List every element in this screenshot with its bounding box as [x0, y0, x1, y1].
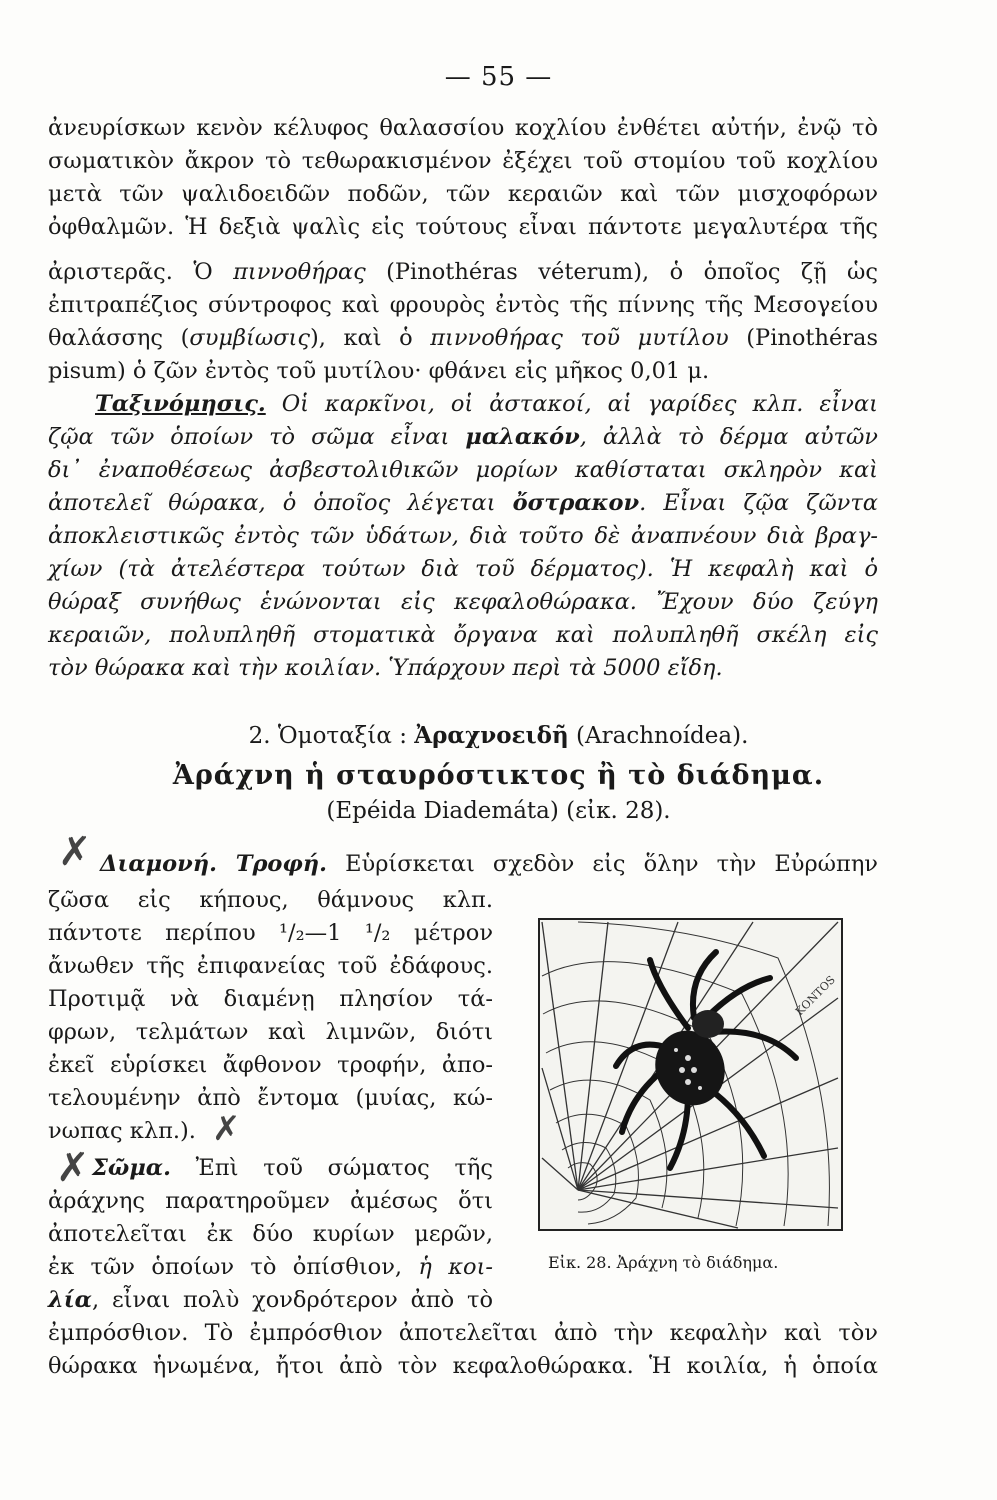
text-line: δι᾿ ἐναποθέσεως ἀσβεστολιθικῶν μορίων καθίσταται σκληρὸν καὶ [48, 457, 878, 483]
spider-web-illustration [538, 918, 843, 1231]
text-line: Σῶμα. Ἐπὶ τοῦ σώματος τῆς [92, 1155, 493, 1181]
text-line: τὸν θώρακα καὶ τὴν κοιλίαν. Ὑπάρχουν περὶ τὰ 5000 εἴδη. [48, 655, 723, 681]
text-line: ζῷα τῶν ὁποίων τὸ σῶμα εἶναι μαλακόν, ἀλλὰ τὸ δέρμα αὐτῶν [48, 424, 878, 450]
section-heading-classification: Ταξινόμησις. [95, 391, 266, 417]
text-line: ἀράχνης παρατηροῦμεν ἀμέσως ὅτι [48, 1188, 493, 1214]
figure-caption: Εἰκ. 28. Ἀράχνη τὸ διάδημα. [548, 1253, 779, 1272]
text-line: pisum) ὁ ζῶν ἐντὸς τοῦ μυτίλου· φθάνει εἰς μῆκος 0,01 μ. [48, 358, 710, 384]
text-line: ἀνευρίσκων κενὸν κέλυφος θαλασσίου κοχλίου ἐνθέτει αὐτήν, ἐνῷ τὸ [48, 115, 878, 141]
text-line: χίων (τὰ ἀτελέστερα τούτων διὰ τοῦ δέρματος). Ἡ κεφαλὴ καὶ ὁ [48, 556, 878, 582]
section-heading-habitat: Διαμονή. Τροφή. [100, 851, 327, 877]
text-line: πάντοτε περίπου ¹/₂—1 ¹/₂ μέτρον [48, 920, 493, 946]
species-subtitle: (Epéida Diademáta) (εἰκ. 28). [326, 798, 671, 824]
text-line: ὀφθαλμῶν. Ἡ δεξιὰ ψαλὶς εἰς τούτους εἶναι πάντοτε μεγαλυτέρα τῆς [48, 214, 878, 240]
text-line: Ταξινόμησις. Οἱ καρκῖνοι, οἱ ἀστακοί, αἱ γαρίδες κλπ. εἶναι [95, 391, 878, 417]
text-line: ἄνωθεν τῆς ἐπιφανείας τοῦ ἐδάφους. [48, 953, 493, 979]
species-title: Ἀράχνη ἡ σταυρόστικτος ἢ τὸ διάδημα. [172, 760, 825, 791]
text-line: Διαμονή. Τροφή. Εὑρίσκεται σχεδὸν εἰς ὅλην τὴν Εὐρώπην [100, 851, 878, 877]
text-line: κεραιῶν, πολυπληθῆ στοματικὰ ὄργανα καὶ πολυπληθῆ σκέλη εἰς [48, 622, 878, 648]
term-pinnotheres: πιννοθήρας [233, 259, 366, 285]
text-line: φρων, τελμάτων καὶ λιμνῶν, διότι [48, 1019, 493, 1045]
text-line: ἐμπρόσθιον. Τὸ ἐμπρόσθιον ἀποτελεῖται ἀπὸ τὴν κεφαλὴν καὶ τὸν [48, 1320, 878, 1346]
text-line: ἐκ τῶν ὁποίων τὸ ὀπίσθιον, ἡ κοι- [48, 1254, 493, 1280]
text-line: ζῶσα εἰς κήπους, θάμνους κλπ. [48, 887, 493, 913]
pencil-x-mark-icon: ✗ [58, 829, 92, 875]
pencil-x-mark-icon: ✗ [56, 1145, 90, 1191]
class-heading: 2. Ὁμοταξία : Ἀραχνοειδῆ (Arachnoídea). [248, 722, 749, 749]
text-line: τελουμένην ἀπὸ ἔντομα (μυίας, κώ- [48, 1085, 493, 1111]
text-line: θώρακα ἡνωμένα, ἤτοι ἀπὸ τὸν κεφαλοθώρακα. Ἡ κοιλία, ἡ ὁποία [48, 1353, 878, 1379]
text-line: ἀριστερᾶς. Ὁ πιννοθήρας (Pinothéras véterum), ὁ ὁποῖος ζῇ ὡς [48, 259, 878, 285]
text-line: ἐκεῖ εὑρίσκει ἄφθονον τροφήν, ἀπο- [48, 1052, 493, 1078]
text-line: θαλάσσης (συμβίωσις), καὶ ὁ πιννοθήρας τοῦ μυτίλου (Pinothéras [48, 325, 878, 351]
pencil-x-mark-icon: ✗ [212, 1109, 241, 1149]
text-line: ἀποκλειστικῶς ἐντὸς τῶν ὑδάτων, διὰ τοῦτο δὲ ἀναπνέουν διὰ βραγ- [48, 523, 878, 549]
section-heading-body: Σῶμα. [92, 1155, 171, 1181]
text-line: μετὰ τῶν ψαλιδοειδῶν ποδῶν, τῶν κεραιῶν καὶ τῶν μισχοφόρων [48, 181, 878, 207]
text-line: θώραξ συνήθως ἑνώνονται εἰς κεφαλοθώρακα. Ἔχουν δύο ζεύγη [48, 589, 878, 615]
page-number: — 55 — [444, 62, 553, 92]
text-line: λία, εἶναι πολὺ χονδρότερον ἀπὸ τὸ [48, 1287, 493, 1313]
text-line: ἐπιτραπέζιος σύντροφος καὶ φρουρὸς ἐντὸς τῆς πίννης τῆς Μεσογείου [48, 292, 878, 318]
text-line: ἀποτελεῖ θώρακα, ὁ ὁποῖος λέγεται ὄστρακον. Εἶναι ζῷα ζῶντα [48, 490, 878, 516]
text-line: ἀποτελεῖται ἐκ δύο κυρίων μερῶν, [48, 1221, 493, 1247]
text-line: Προτιμᾷ νὰ διαμένῃ πλησίον τά- [48, 986, 493, 1012]
text-line: σωματικὸν ἄκρον τὸ τεθωρακισμένον ἐξέχει τοῦ στομίου τοῦ κοχλίου [48, 148, 878, 174]
text-line: νωπας κλπ.). [48, 1118, 196, 1144]
artist-signature: KONTOS [792, 973, 838, 1019]
